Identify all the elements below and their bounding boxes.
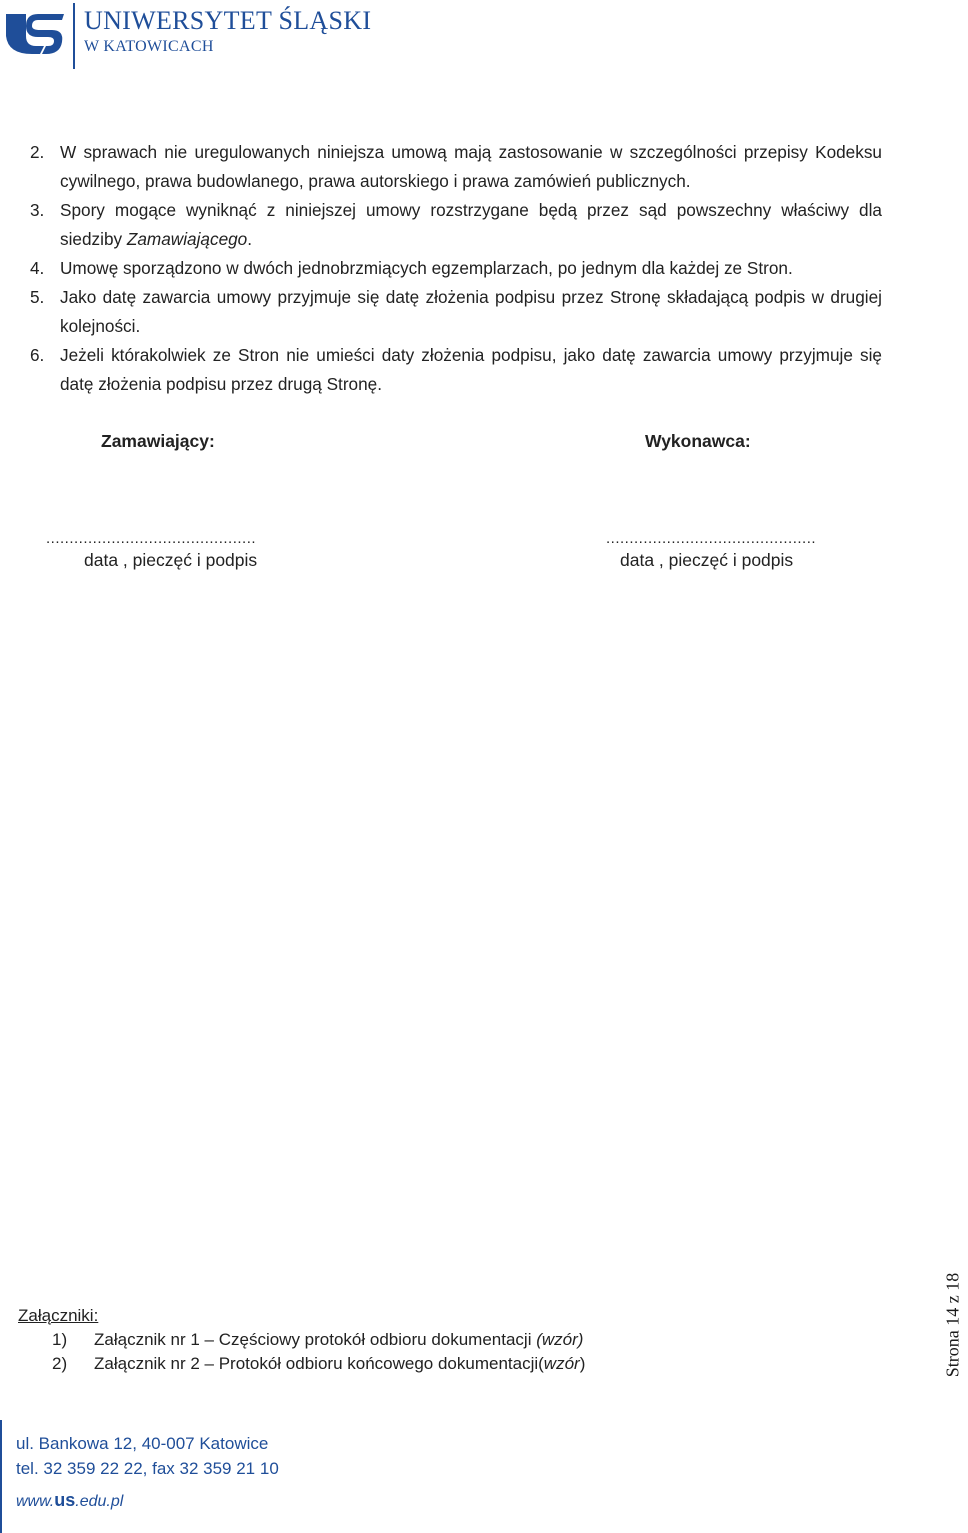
attachment-text: Załącznik nr 2 – Protokół odbioru końcowego dokumentacji(: [94, 1354, 544, 1373]
contractor-signature-line: .............................................: [606, 530, 817, 547]
clause-4: [30, 254, 882, 283]
orderer-signature-caption: data , pieczęć i podpis: [84, 550, 258, 570]
university-location: W KATOWICACH: [84, 38, 214, 55]
attachment-number: 2): [52, 1354, 68, 1373]
page-number-text: Strona 14 z 18: [942, 1272, 963, 1378]
footer-divider: [0, 1420, 2, 1533]
footer-phone: tel. 32 359 22 22, fax 32 359 21 10: [16, 1459, 279, 1478]
clause-number: 3.: [30, 200, 45, 220]
clause-3: [30, 196, 882, 254]
clause-number: 4.: [30, 258, 45, 278]
clause-number: 6.: [30, 345, 45, 365]
clause-text: W sprawach nie uregulowanych niniejsza umową mają zastosowanie w szczególności przepisy Kodeksu cywilnego, prawa budowlanego, prawa autorskiego i prawa zamówień publicznych.: [60, 142, 882, 191]
clause-5: [30, 283, 882, 341]
orderer-heading: Zamawiający:: [101, 431, 215, 451]
website-prefix: www.: [16, 1493, 55, 1510]
logo-divider: [73, 3, 75, 69]
clause-text-main: Spory mogące wyniknąć z niniejszej umowy rozstrzygane będą przez sąd powszechny właściwy dla siedziby: [60, 200, 882, 249]
contractor-heading: Wykonawca:: [645, 431, 751, 451]
clause-text-italic: Zamawiającego: [126, 229, 248, 249]
orderer-signature-line: .............................................: [46, 530, 257, 547]
attachment-text-italic: (wzór): [536, 1330, 584, 1349]
attachment-text: Załącznik nr 1 – Częściowy protokół odbioru dokumentacji: [94, 1330, 537, 1349]
clause-text: Umowę sporządzono w dwóch jednobrzmiących egzemplarzach, po jednym dla każdej ze Stron.: [60, 258, 793, 278]
clause-text: [60, 196, 882, 254]
website-suffix: .edu.pl: [75, 1493, 124, 1510]
contractor-signature-caption: data , pieczęć i podpis: [620, 550, 794, 570]
attachment-item: [52, 1330, 583, 1350]
website-brand: us: [54, 1490, 76, 1510]
attachment-number: 1): [52, 1330, 68, 1349]
clause-text: Jako datę zawarcia umowy przyjmuje się datę złożenia podpisu przez Stronę składającą podpis w drugiej kolejności.: [60, 287, 882, 336]
clause-text-tail: .: [247, 229, 253, 249]
attachment-text-tail: ): [579, 1354, 586, 1373]
page-number: [938, 1260, 968, 1390]
university-logo-icon: [4, 6, 66, 56]
clause-number: 2.: [30, 142, 45, 162]
attachment-text-italic: wzór: [543, 1354, 580, 1373]
footer-website-link[interactable]: [16, 1490, 123, 1511]
clause-2: [30, 138, 882, 196]
contract-clauses: [30, 138, 882, 399]
attachments-title: Załączniki:: [18, 1306, 99, 1325]
clause-text: Jeżeli którakolwiek ze Stron nie umieści daty złożenia podpisu, jako datę zawarcia umowy przyjmuje się datę złożenia podpisu przez drugą Stronę.: [60, 345, 882, 394]
header: [0, 0, 400, 80]
attachment-item: [52, 1354, 585, 1374]
university-name: UNIWERSYTET ŚLĄSKI: [84, 6, 372, 35]
footer-address: ul. Bankowa 12, 40-007 Katowice: [16, 1434, 269, 1453]
clause-number: 5.: [30, 287, 45, 307]
clause-6: [30, 341, 882, 399]
